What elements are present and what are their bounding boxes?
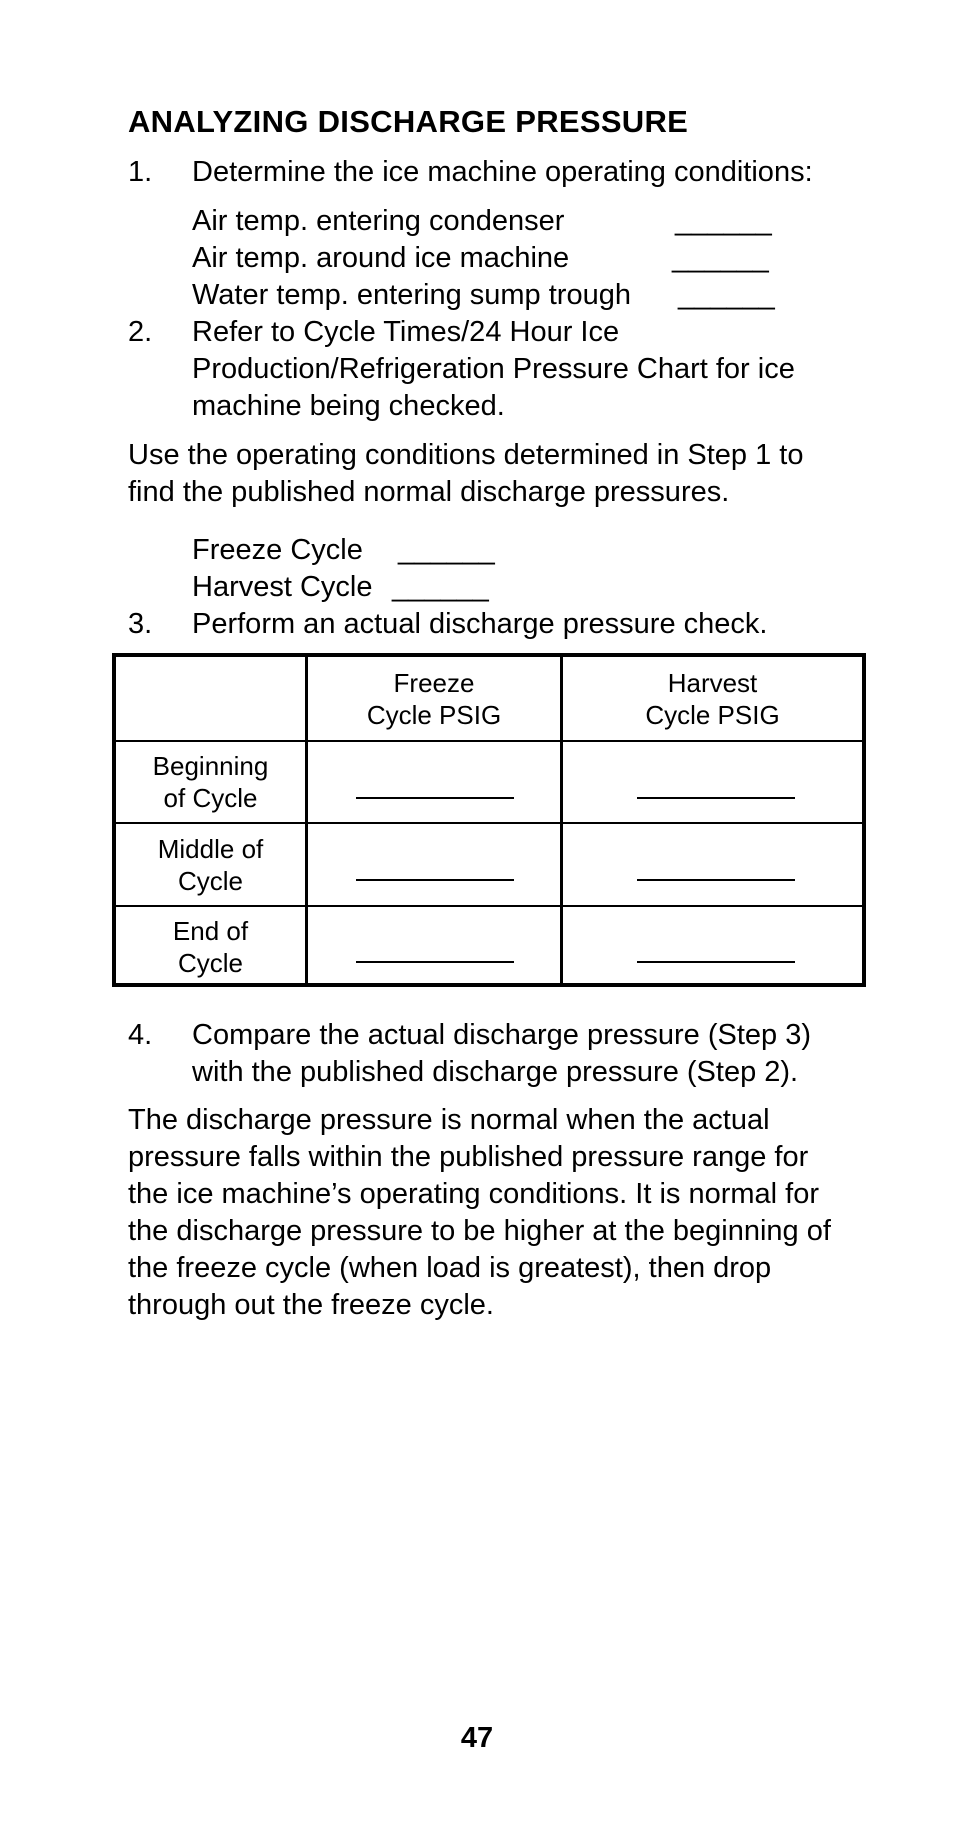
row-beginning-line-2: of Cycle [163, 783, 258, 813]
step-4-line-1: Compare the actual discharge pressure (Step 3) [192, 1019, 811, 1051]
row-end-line-2: Cycle [177, 948, 243, 978]
conclusion-line-5: the freeze cycle (when load is greatest), then drop [128, 1252, 772, 1284]
header-harvest-line-1: Harvest [667, 667, 758, 698]
row-middle-line-2: Cycle [177, 865, 243, 896]
condition-label-condenser: Air temp. entering condenser [192, 205, 565, 237]
published-blank-freeze: ______ [398, 534, 495, 566]
condition-blank-ambient: ______ [672, 242, 769, 274]
row-beginning-line-1: Beginning [152, 751, 269, 781]
step-2-line-3: machine being checked. [192, 390, 505, 422]
table-row-label-beginning [116, 742, 305, 822]
entry-blank-end-harvest[interactable] [637, 961, 795, 963]
conclusion-line-2: pressure falls within the published pressure range for [128, 1141, 809, 1173]
use-paragraph-line-1: Use the operating conditions determined in Step 1 to [128, 439, 804, 471]
step-1-text: Determine the ice machine operating conditions: [192, 156, 813, 188]
step-3-text: Perform an actual discharge pressure check. [192, 608, 768, 640]
condition-label-ambient: Air temp. around ice machine [192, 242, 570, 274]
header-harvest-line-2: Cycle PSIG [645, 699, 780, 730]
condition-label-water: Water temp. entering sump trough [192, 279, 631, 311]
discharge-pressure-table [112, 653, 866, 987]
entry-blank-middle-freeze[interactable] [356, 879, 514, 881]
table-header-harvest [563, 657, 862, 740]
step-3-number: 3. [128, 608, 153, 640]
published-label-harvest: Harvest Cycle [192, 571, 373, 603]
section-title: ANALYZING DISCHARGE PRESSURE [128, 104, 689, 139]
condition-blank-water: ______ [678, 279, 775, 311]
entry-blank-beginning-harvest[interactable] [637, 797, 795, 799]
step-4-line-2: with the published discharge pressure (Step 2). [192, 1056, 799, 1088]
page-number: 47 [460, 1722, 494, 1754]
entry-blank-end-freeze[interactable] [356, 961, 514, 963]
use-paragraph-line-2: find the published normal discharge pressures. [128, 476, 730, 508]
table-row-label-middle [116, 824, 305, 905]
step-2-number: 2. [128, 316, 153, 348]
conclusion-line-3: the ice machine’s operating conditions. It is normal for [128, 1178, 819, 1210]
table-header-freeze [308, 657, 560, 740]
step-4-number: 4. [128, 1019, 153, 1051]
published-label-freeze: Freeze Cycle [192, 534, 363, 566]
condition-blank-condenser: ______ [675, 205, 772, 237]
row-middle-line-1: Middle of [157, 833, 264, 864]
step-2-line-2: Production/Refrigeration Pressure Chart for ice [192, 353, 795, 385]
table-row-label-end [116, 907, 305, 987]
step-2-line-1: Refer to Cycle Times/24 Hour Ice [192, 316, 620, 348]
entry-blank-beginning-freeze[interactable] [356, 797, 514, 799]
row-end-line-1: End of [172, 916, 249, 946]
conclusion-line-6: through out the freeze cycle. [128, 1289, 494, 1321]
conclusion-line-1: The discharge pressure is normal when the actual [128, 1104, 770, 1136]
step-1-number: 1. [128, 156, 153, 188]
published-blank-harvest: ______ [392, 571, 489, 603]
entry-blank-middle-harvest[interactable] [637, 879, 795, 881]
header-freeze-line-2: Cycle PSIG [366, 699, 502, 730]
conclusion-line-4: the discharge pressure to be higher at the beginning of [128, 1215, 831, 1247]
header-freeze-line-1: Freeze [393, 667, 475, 698]
